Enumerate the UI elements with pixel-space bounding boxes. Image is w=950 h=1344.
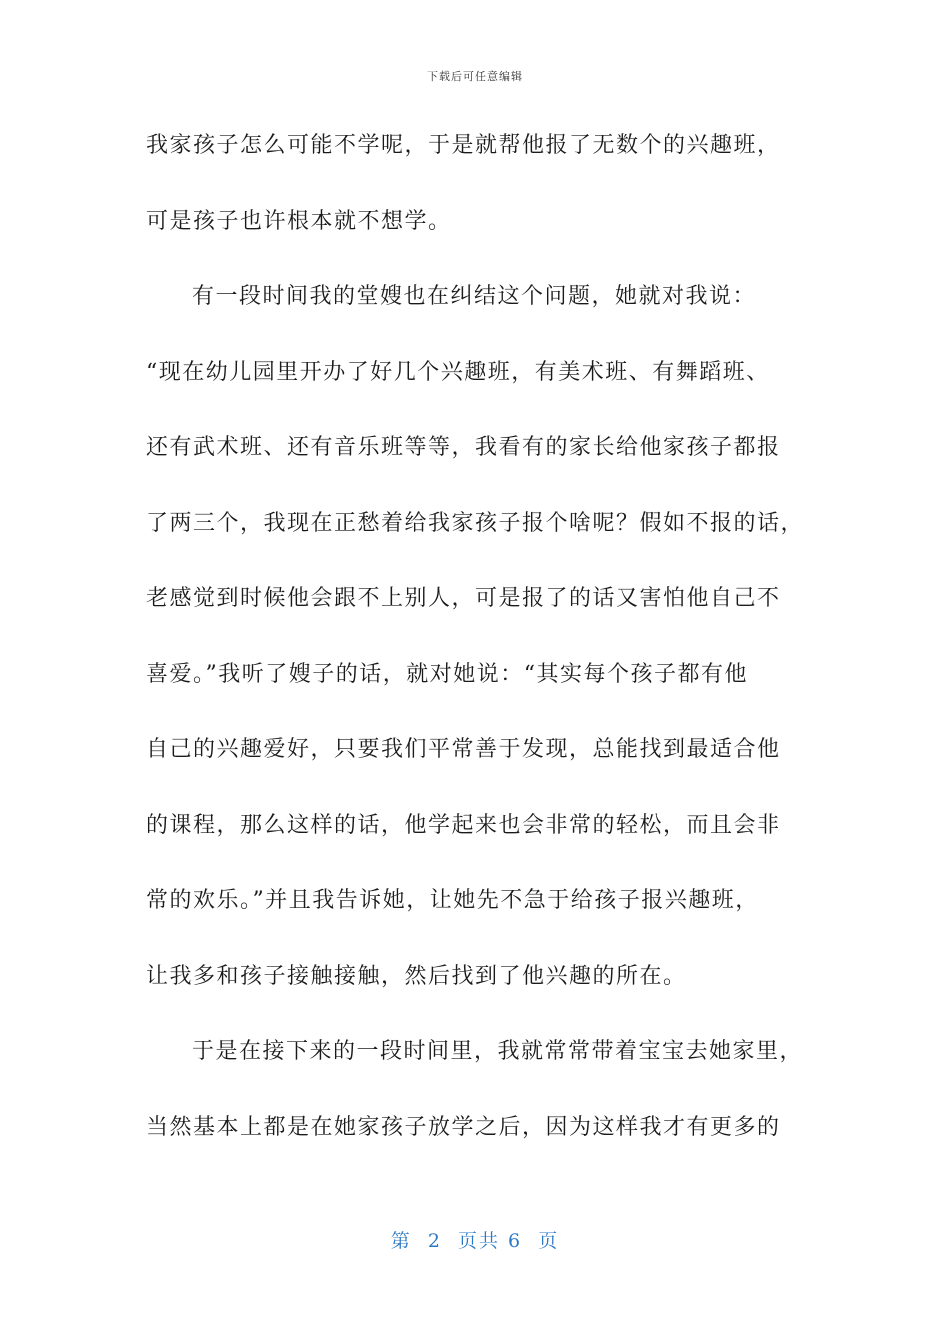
header-note: 下载后可任意编辑 bbox=[427, 70, 523, 83]
text-line: 可是孩子也许根本就不想学。 bbox=[146, 208, 452, 234]
text-line: 还有武术班、还有音乐班等等，我看有的家长给他家孩子都报 bbox=[146, 435, 781, 460]
text-line: 于是在接下来的一段时间里，我就常常带着宝宝去她家里， bbox=[192, 1039, 804, 1064]
text-line: 的课程，那么这样的话，他学起来也会非常的轻松，而且会非 bbox=[146, 812, 781, 838]
text-line: 让我多和孩子接触接触，然后找到了他兴趣的所在。 bbox=[146, 963, 687, 989]
page-number-footer: 第 2 页共 6 页 bbox=[390, 1230, 560, 1252]
text-line: 我家孩子怎么可能不学呢，于是就帮他报了无数个的兴趣班， bbox=[146, 133, 781, 158]
text-line: 当然基本上都是在她家孩子放学之后，因为这样我才有更多的 bbox=[146, 1114, 781, 1140]
text-line: 老感觉到时候他会跟不上别人，可是报了的话又害怕他自己不 bbox=[146, 586, 781, 611]
text-line: 喜爱。”我听了嫂子的话，就对她说：“其实每个孩子都有他 bbox=[146, 661, 748, 687]
text-line: 自己的兴趣爱好，只要我们平常善于发现，总能找到最适合他 bbox=[146, 737, 781, 762]
text-line: 常的欢乐。”并且我告诉她，让她先不急于给孩子报兴趣班， bbox=[146, 888, 759, 913]
text-line: 有一段时间我的堂嫂也在纠结这个问题，她就对我说： bbox=[192, 284, 757, 309]
text-line: “现在幼儿园里开办了好几个兴趣班，有美术班、有舞蹈班、 bbox=[146, 359, 770, 385]
text-line: 了两三个，我现在正愁着给我家孩子报个啥呢？假如不报的话， bbox=[146, 510, 805, 536]
document-body bbox=[146, 126, 806, 1183]
